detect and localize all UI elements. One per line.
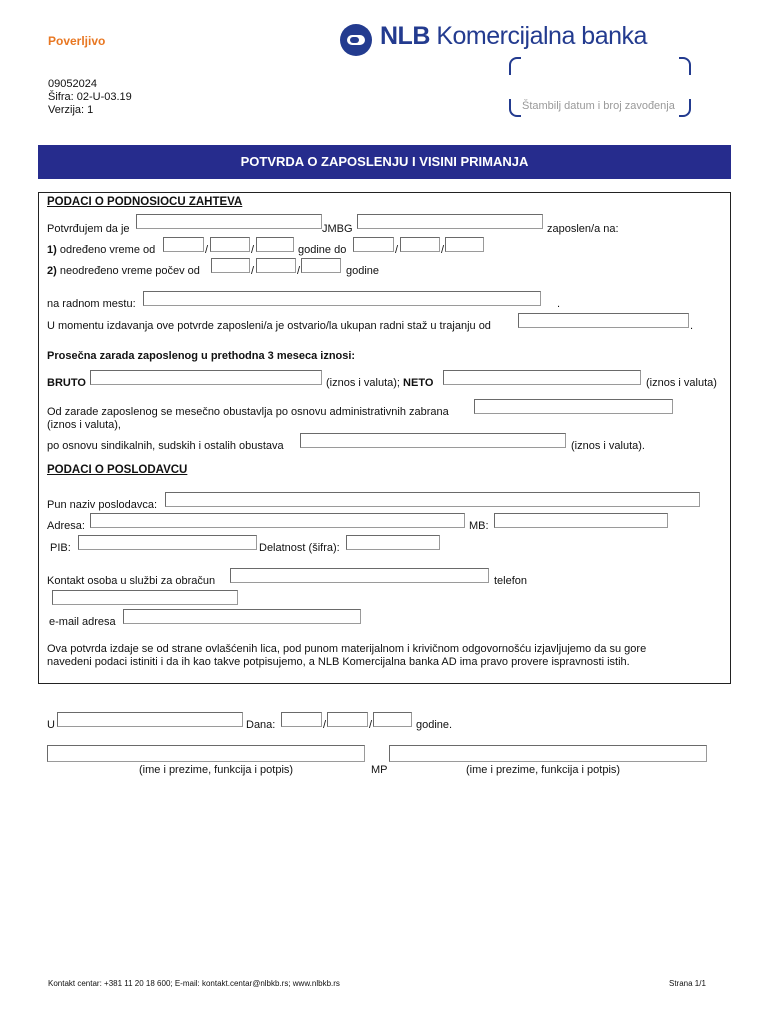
activity-label: Delatnost (šifra):: [259, 542, 340, 554]
signer-right-field[interactable]: [389, 745, 707, 762]
form-title: POTVRDA O ZAPOSLENJU I VISINI PRIMANJA: [240, 154, 529, 169]
date-separator: /: [323, 719, 327, 731]
pib-field[interactable]: [78, 535, 257, 550]
mb-field[interactable]: [494, 513, 668, 528]
declaration-line-2: navedeni podaci istiniti i da ih kao takve potpisujemo, a NLB Komercijalna banka AD ima pravo provere ispravnosti istih.: [47, 656, 630, 668]
employer-name-label: Pun naziv poslodavca:: [47, 499, 158, 511]
sign-day-field[interactable]: [281, 712, 322, 727]
indefinite-term-label: 2) neodređeno vreme počev od: [47, 265, 200, 277]
date-separator: /: [369, 719, 373, 731]
nlb-logo-icon: [340, 24, 372, 56]
deduction-label: Od zarade zaposlenog se mesečno obustavlja po osnovu administrativnih zabrana: [47, 406, 449, 418]
other-deduction-field[interactable]: [300, 433, 566, 448]
jmbg-field[interactable]: [357, 214, 543, 229]
fixed-term-label: 1) određeno vreme od: [47, 244, 156, 256]
form-title-bar: [38, 145, 731, 179]
fixed-from-year-field[interactable]: [256, 237, 294, 252]
date-separator: /: [297, 265, 301, 277]
date-separator: /: [205, 244, 209, 256]
employee-name-field[interactable]: [136, 214, 322, 229]
email-label: e-mail adresa: [49, 616, 116, 628]
fixed-to-year-field[interactable]: [445, 237, 484, 252]
other-deduction-label: po osnovu sindikalnih, sudskih i ostalih obustava: [47, 440, 284, 452]
phone-field[interactable]: [52, 590, 238, 605]
fixed-to-day-field[interactable]: [353, 237, 394, 252]
footer-page-number: Strana 1/1: [669, 979, 706, 988]
fixed-from-day-field[interactable]: [163, 237, 204, 252]
tenure-field[interactable]: [518, 313, 689, 328]
mb-label: MB:: [469, 520, 489, 532]
net-salary-field[interactable]: [443, 370, 641, 385]
employed-at-label: zaposlen/a na:: [547, 223, 619, 235]
document-meta: [48, 78, 132, 117]
doc-version: Verzija: 1: [48, 104, 94, 116]
signer-left-field[interactable]: [47, 745, 365, 762]
sign-year-label: godine.: [416, 719, 453, 731]
mp-label: MP: [371, 764, 388, 776]
date-label: Dana:: [246, 719, 276, 731]
date-separator: /: [441, 244, 445, 256]
signer-left-caption: (ime i prezime, funkcija i potpis): [139, 764, 294, 776]
indef-from-year-field[interactable]: [301, 258, 341, 273]
activity-code-field[interactable]: [346, 535, 440, 550]
phone-label: telefon: [494, 575, 528, 587]
applicant-section-title: PODACI O PODNOSIOCU ZAHTEVA: [47, 196, 243, 208]
confirm-label: Potvrđujem da je: [47, 223, 130, 235]
employer-name-field[interactable]: [165, 492, 700, 507]
fixed-from-month-field[interactable]: [210, 237, 250, 252]
classification-label: Poverljivo: [48, 34, 106, 48]
doc-date: 09052024: [48, 78, 97, 90]
contact-person-field[interactable]: [230, 568, 489, 583]
indef-from-month-field[interactable]: [256, 258, 296, 273]
email-field[interactable]: [123, 609, 361, 624]
employer-section-title: PODACI O POSLODAVCU: [47, 464, 188, 476]
other-deduction-unit: (iznos i valuta).: [571, 440, 645, 452]
date-separator: /: [251, 265, 255, 277]
gross-unit-label: (iznos i valuta); NETO: [326, 377, 434, 389]
fixed-to-month-field[interactable]: [400, 237, 440, 252]
workplace-label: na radnom mestu:: [47, 298, 136, 310]
year-to-label: godine do: [298, 244, 347, 256]
signer-right-caption: (ime i prezime, funkcija i potpis): [466, 764, 621, 776]
workplace-field[interactable]: [143, 291, 541, 306]
footer-contact: Kontakt centar: +381 11 20 18 600; E-mail: kontakt.centar@nlbkb.rs; www.nlbkb.rs: [48, 979, 340, 988]
punctuation: .: [557, 298, 561, 310]
jmbg-label: JMBG: [322, 223, 353, 235]
contact-person-label: Kontakt osoba u službi za obračun: [47, 575, 216, 587]
date-separator: /: [251, 244, 255, 256]
address-label: Adresa:: [47, 520, 85, 532]
net-unit-label: (iznos i valuta): [646, 377, 717, 389]
avg-salary-label: Prosečna zarada zaposlenog u prethodna 3 meseca iznosi:: [47, 350, 356, 362]
place-field[interactable]: [57, 712, 243, 727]
tenure-label: U momentu izdavanja ove potvrde zaposleni/a je ostvario/la ukupan radni staž u trajanju od: [47, 320, 491, 332]
declaration-line-1: Ova potvrda izdaje se od strane ovlašćenih lica, pod punom materijalnom i krivičnom odgovornošću izjavljujemo da su gore: [47, 643, 647, 655]
stamp-placeholder: Štambilj datum i broj zavođenja: [522, 100, 675, 112]
deduction-unit-label: (iznos i valuta),: [47, 419, 121, 431]
sign-month-field[interactable]: [327, 712, 368, 727]
pib-label: PIB:: [50, 542, 71, 554]
gross-salary-field[interactable]: [90, 370, 322, 385]
punctuation: .: [690, 320, 694, 332]
logo-wordmark: NLB Komercijalna banka: [380, 22, 647, 50]
admin-deduction-field[interactable]: [474, 399, 673, 414]
date-separator: /: [395, 244, 399, 256]
employer-address-field[interactable]: [90, 513, 465, 528]
indef-from-day-field[interactable]: [211, 258, 250, 273]
gross-label: BRUTO: [47, 377, 86, 389]
sign-year-field[interactable]: [373, 712, 412, 727]
place-label: U: [47, 719, 55, 731]
year-label: godine: [346, 265, 380, 277]
doc-code: Šifra: 02-U-03.19: [48, 91, 132, 103]
